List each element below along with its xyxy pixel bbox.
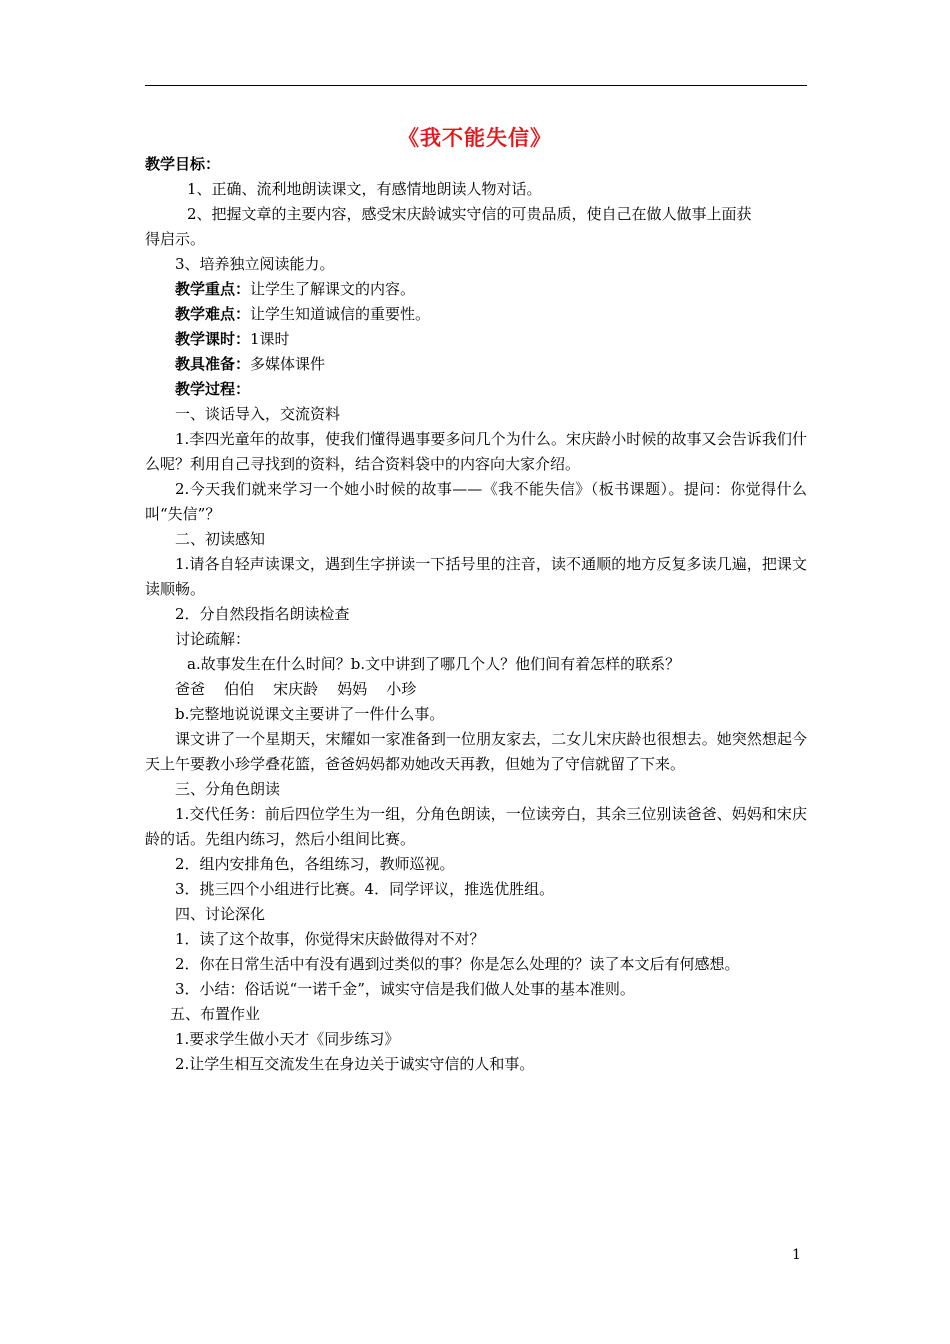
objective-2-continued: 得启示。 — [145, 230, 206, 248]
section-5-heading: 五、布置作业 — [170, 1005, 261, 1023]
class-hours-label: 教学课时： — [175, 330, 251, 348]
section-2-heading: 二、初读感知 — [175, 530, 266, 548]
teaching-tools — [145, 352, 807, 377]
discussion-label: 讨论疏解： — [175, 630, 251, 648]
objective-1: 1、正确、流利地朗读课文，有感情地朗读人物对话。 — [187, 180, 542, 198]
section-4-paragraph-1: 1．读了这个故事，你觉得宋庆龄做得对不对？ — [175, 930, 485, 948]
key-point-label: 教学重点： — [175, 280, 251, 298]
story-summary: 课文讲了一个星期天，宋耀如一家准备到一位朋友家去，二女儿宋庆龄也很想去。她突然想起今天上午要教小珍学叠花篮，爸爸妈妈都劝她改天再教，但她为了守信就留了下来。 — [145, 730, 807, 773]
document-body — [145, 152, 807, 1077]
section-3-paragraph-1: 1.交代任务：前后四位学生为一组，分角色朗读，一位读旁白，其余三位别读爸爸、妈妈和宋庆龄的话。先组内练习，然后小组间比赛。 — [145, 805, 807, 848]
section-4-heading: 四、讨论深化 — [175, 905, 266, 923]
page-number: 1 — [792, 1247, 801, 1263]
section-2-paragraph-2: 2．分自然段指名朗读检查 — [175, 605, 350, 623]
section-2-paragraph-1: 1.请各自轻声读课文，遇到生字拼读一下括号里的注音，读不通顺的地方反复多读几遍，把课文读顺畅。 — [145, 555, 807, 598]
section-1-heading: 一、谈话导入，交流资料 — [175, 405, 341, 423]
header-rule — [145, 85, 807, 86]
difficulty — [145, 302, 807, 327]
section-1-paragraph-1: 1.李四光童年的故事，使我们懂得遇事要多问几个为什么。宋庆龄小时候的故事又会告诉我们什么呢？利用自己寻找到的资料，结合资料袋中的内容向大家介绍。 — [145, 430, 807, 473]
objective-3: 3、培养独立阅读能力。 — [175, 255, 335, 273]
section-5-paragraph-2: 2.让学生相互交流发生在身边关于诚实守信的人和事。 — [175, 1055, 535, 1073]
question-b: b.完整地说说课文主要讲了一件什么事。 — [175, 705, 445, 723]
objectives-heading: 教学目标： — [145, 155, 221, 173]
section-1-paragraph-2: 2.今天我们就来学习一个她小时候的故事——《我不能失信》（板书课题）。提问：你觉得什么叫“失信”？ — [145, 480, 807, 523]
objective-2: 2、把握文章的主要内容，感受宋庆龄诚实守信的可贵品质，使自己在做人做事上面获 — [187, 205, 752, 223]
section-3-paragraph-2: 2．组内安排角色，各组练习，教师巡视。 — [175, 855, 455, 873]
teaching-tools-label: 教具准备： — [175, 355, 251, 373]
key-point-value: 让学生了解课文的内容。 — [250, 280, 416, 298]
difficulty-label: 教学难点： — [175, 305, 251, 323]
class-hours — [145, 327, 807, 352]
process-heading: 教学过程： — [175, 380, 251, 398]
section-3-heading: 三、分角色朗读 — [175, 780, 281, 798]
question-a: a.故事发生在什么时间？b.文中讲到了哪几个人？他们间有着怎样的联系？ — [187, 655, 681, 673]
key-point — [145, 277, 807, 302]
section-5-paragraph-1: 1.要求学生做小天才《同步练习》 — [175, 1030, 400, 1048]
document-title: 《我不能失信》 — [398, 125, 552, 150]
character-list: 爸爸 伯伯 宋庆龄 妈妈 小珍 — [175, 680, 417, 698]
section-4-paragraph-2: 2．你在日常生活中有没有遇到过类似的事？你是怎么处理的？读了本文后有何感想。 — [175, 955, 740, 973]
teaching-tools-value: 多媒体课件 — [250, 355, 326, 373]
class-hours-value: 1课时 — [250, 330, 290, 348]
difficulty-value: 让学生知道诚信的重要性。 — [250, 305, 431, 323]
section-4-paragraph-3: 3．小结：俗话说“一诺千金”，诚实守信是我们做人处事的基本准则。 — [175, 980, 635, 998]
section-3-paragraph-3: 3．挑三四个小组进行比赛。4．同学评议，推选优胜组。 — [175, 880, 555, 898]
